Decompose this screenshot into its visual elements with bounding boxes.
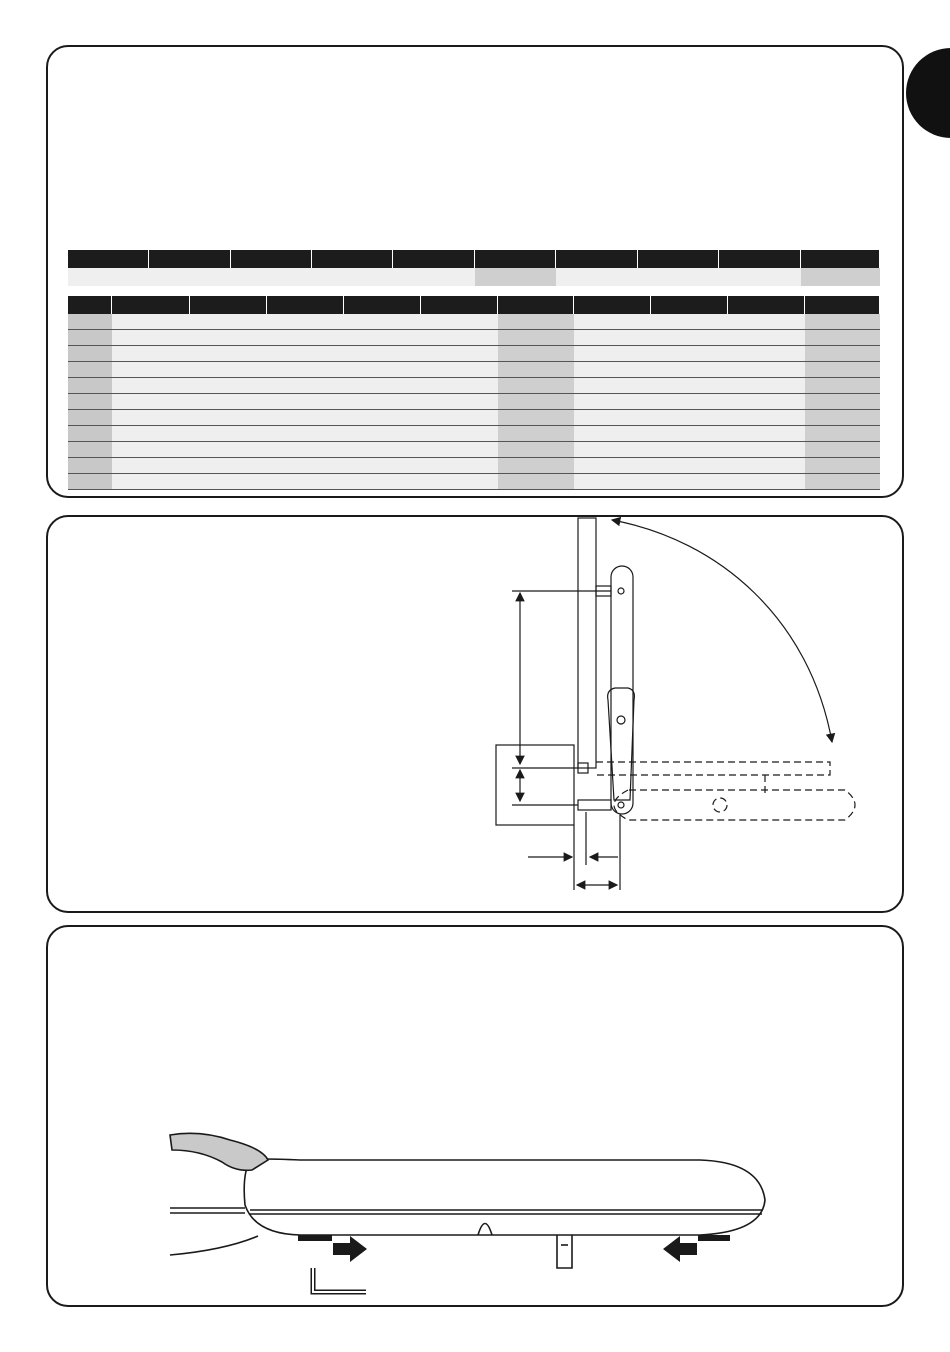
- lock-pad-right: [698, 1235, 730, 1241]
- arrow-right-icon: [333, 1236, 367, 1262]
- arrow-left-icon: [663, 1236, 697, 1262]
- lock-pad-left: [298, 1235, 332, 1241]
- motor-body: [244, 1159, 765, 1235]
- allen-key-icon: [313, 1268, 366, 1292]
- hand-icon: [170, 1133, 268, 1170]
